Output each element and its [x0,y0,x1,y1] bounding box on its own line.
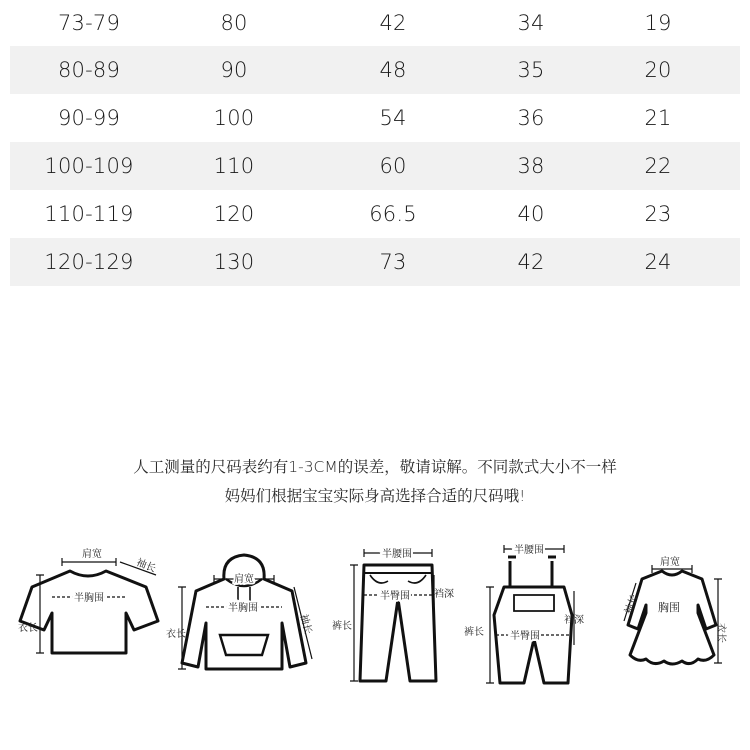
table-cell: 20 [644,58,672,82]
table-cell: 24 [644,250,672,274]
waist-label: 半腰围 [382,549,412,560]
table-row [10,190,740,238]
rise-label: 裆深 [434,589,454,600]
table-cell: 60 [379,154,407,178]
table-cell: 100 [213,106,255,130]
chest-label: 半胸围 [74,593,104,604]
table-cell: 54 [379,106,407,130]
table-cell: 42 [517,250,545,274]
tshirt-icon [20,571,158,653]
table-cell: 130 [213,250,255,274]
sleeve-label: 袖长 [623,593,641,616]
chest-label: 半胸围 [228,603,258,614]
table-cell: 120 [213,202,255,226]
table-row [10,142,740,190]
table-cell: 21 [644,106,672,130]
overalls-diagram [464,535,604,685]
table-cell: 38 [517,154,545,178]
table-cell: 120-129 [44,250,134,274]
table-cell: 22 [644,154,672,178]
hoodie-diagram [164,535,324,675]
size-advice: 妈妈们根据宝宝实际身高选择合适的尺码哦! [224,487,526,505]
table-cell: 90-99 [57,106,121,130]
table-row [10,94,740,142]
rise-label: 裆深 [564,615,584,626]
table-cell: 42 [379,11,407,35]
table-cell: 100-109 [44,154,134,178]
pants-diagram [330,535,470,685]
table-cell: 80-89 [57,58,121,82]
table-cell: 34 [517,11,545,35]
length-label: 衣长 [18,623,38,634]
pants-icon [360,565,436,681]
hip-label: 半臀围 [510,631,540,642]
table-cell: 73 [379,250,407,274]
hip-label: 半臀围 [380,591,410,602]
waist-label: 半腰围 [514,545,544,556]
length-label: 裤长 [332,621,352,632]
length-label: 衣长 [715,623,726,643]
table-cell: 23 [644,202,672,226]
length-label: 裤长 [464,627,484,638]
measurement-notice: 人工测量的尺码表约有1-3CM的误差，敬请谅解。不同款式大小不一样 [133,458,617,476]
size-table [10,0,740,286]
table-cell: 73-79 [57,11,121,35]
table-row [10,0,740,46]
shoulder-label: 肩宽 [82,549,102,560]
table-cell: 80 [220,11,248,35]
table-cell: 35 [517,58,545,82]
dress-diagram [606,535,738,675]
table-cell: 40 [517,202,545,226]
table-cell: 48 [379,58,407,82]
tshirt-diagram [18,535,168,665]
table-cell: 36 [517,106,545,130]
table-cell: 110-119 [44,202,134,226]
sleeve-label: 袖长 [297,613,314,636]
chest-label: 胸围 [658,601,680,614]
shoulder-label: 肩宽 [234,574,254,585]
table-row [10,238,740,286]
table-row [10,46,740,94]
length-label: 衣长 [166,629,186,640]
overalls-icon [494,557,572,683]
table-cell: 19 [644,11,672,35]
sleeve-label: 袖长 [134,557,158,575]
dress-icon [628,571,716,664]
table-cell: 66.5 [369,202,417,226]
table-cell: 90 [220,58,248,82]
table-cell: 110 [213,154,255,178]
shoulder-label: 肩宽 [660,557,680,568]
